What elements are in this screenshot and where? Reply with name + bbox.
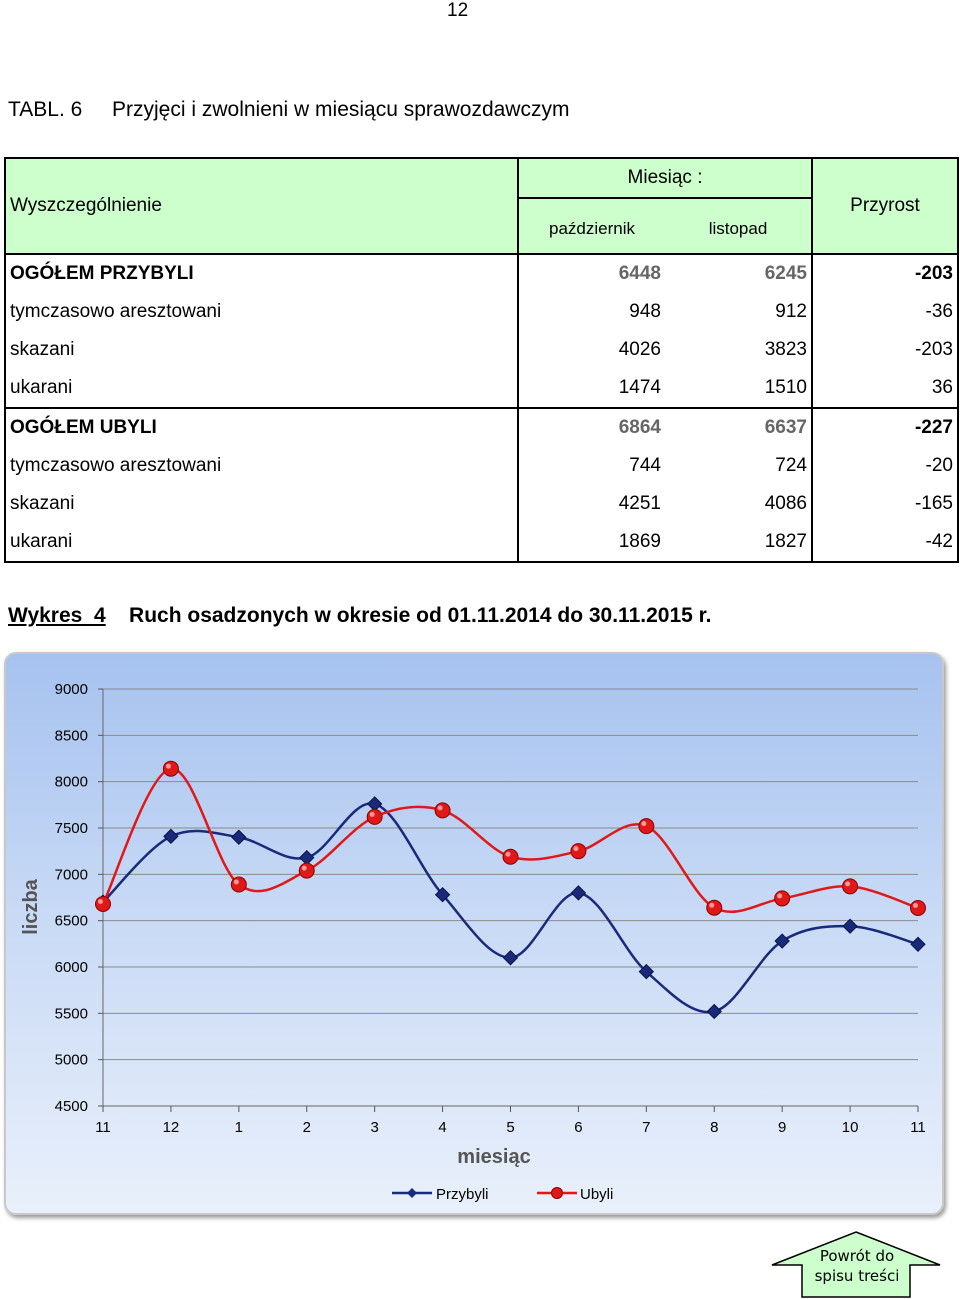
data-point-ubyli bbox=[231, 877, 246, 892]
row-month2: 1510 bbox=[665, 370, 812, 409]
data-point-ubyli bbox=[163, 761, 178, 776]
y-tick-label: 8500 bbox=[54, 727, 88, 745]
row-label: ukarani bbox=[5, 370, 518, 409]
x-tick-label: 1 bbox=[234, 1119, 244, 1136]
x-tick-label: 7 bbox=[642, 1119, 651, 1136]
legend-marker-przybyli bbox=[407, 1188, 417, 1198]
data-point-przybyli bbox=[911, 937, 925, 951]
row-growth: -42 bbox=[812, 524, 958, 563]
x-tick-label: 5 bbox=[506, 1119, 515, 1136]
row-month2: 4086 bbox=[665, 485, 812, 524]
data-point-ubyli bbox=[775, 891, 790, 906]
row-month2: 6637 bbox=[665, 408, 812, 447]
y-tick-label: 7000 bbox=[54, 866, 88, 884]
data-point-ubyli bbox=[367, 809, 382, 824]
y-tick-label: 5000 bbox=[54, 1051, 88, 1069]
row-growth: -203 bbox=[812, 254, 958, 293]
x-tick-label: 2 bbox=[302, 1119, 311, 1136]
y-tick-label: 6500 bbox=[54, 912, 88, 930]
data-point-highlight bbox=[573, 846, 578, 851]
row-growth: -227 bbox=[812, 408, 958, 447]
data-point-przybyli bbox=[368, 797, 382, 811]
x-tick-label: 6 bbox=[574, 1119, 583, 1136]
row-growth: -203 bbox=[812, 331, 958, 370]
data-point-ubyli bbox=[639, 819, 654, 834]
back-to-toc-label[interactable] bbox=[787, 1246, 927, 1286]
row-label: OGÓŁEM PRZYBYLI bbox=[5, 254, 518, 293]
legend-label-ubyli: Ubyli bbox=[580, 1186, 614, 1203]
data-point-przybyli bbox=[571, 886, 585, 900]
header-przyrost: Przyrost bbox=[812, 158, 958, 254]
data-point-highlight bbox=[641, 821, 646, 826]
data-point-przybyli bbox=[232, 830, 246, 844]
data-point-ubyli bbox=[843, 879, 858, 894]
data-point-highlight bbox=[166, 764, 171, 769]
row-growth: 36 bbox=[812, 370, 958, 409]
data-point-ubyli bbox=[571, 844, 586, 859]
x-tick-label: 4 bbox=[438, 1119, 447, 1136]
row-growth: -36 bbox=[812, 293, 958, 332]
data-point-przybyli bbox=[707, 1004, 721, 1018]
header-wyszczegolnienie: Wyszczególnienie bbox=[5, 158, 518, 254]
header-month1: październik bbox=[518, 198, 665, 254]
x-axis-title: miesiąc bbox=[457, 1146, 531, 1168]
data-point-ubyli bbox=[299, 863, 314, 878]
legend-label-przybyli: Przybyli bbox=[436, 1186, 489, 1203]
data-point-ubyli bbox=[96, 896, 111, 911]
row-month2: 912 bbox=[665, 293, 812, 332]
table-label: TABL. 6 bbox=[8, 98, 83, 121]
row-growth: -165 bbox=[812, 485, 958, 524]
page-number: 12 bbox=[447, 0, 469, 21]
y-tick-label: 5500 bbox=[54, 1005, 88, 1023]
x-tick-label: 8 bbox=[710, 1119, 719, 1136]
x-tick-label: 3 bbox=[370, 1119, 379, 1136]
legend-marker-ubyli bbox=[552, 1188, 563, 1199]
x-tick-label: 9 bbox=[777, 1119, 787, 1136]
table-title-text: Przyjęci i zwolnieni w miesiącu sprawozdawczym bbox=[112, 98, 570, 121]
series-line-ubyli bbox=[103, 769, 918, 912]
row-month1: 6864 bbox=[518, 408, 665, 447]
data-point-przybyli bbox=[843, 919, 857, 933]
header-month-group: Miesiąc : bbox=[518, 158, 812, 198]
data-point-przybyli bbox=[300, 851, 314, 865]
row-month2: 1827 bbox=[665, 524, 812, 563]
row-month1: 4026 bbox=[618, 339, 661, 361]
data-point-highlight bbox=[370, 812, 375, 817]
x-tick-label: 11 bbox=[910, 1119, 926, 1136]
row-month1: 6448 bbox=[518, 254, 665, 293]
y-tick-label: 9000 bbox=[54, 681, 88, 698]
row-month1: 4251 bbox=[618, 493, 661, 515]
y-tick-label: 4500 bbox=[54, 1098, 88, 1115]
data-point-highlight bbox=[845, 881, 850, 886]
row-label: OGÓŁEM UBYLI bbox=[5, 408, 518, 447]
chart-title-text: Ruch osadzonych w okresie od 01.11.2014 do 30.11.2015 r. bbox=[129, 604, 712, 627]
data-point-highlight bbox=[777, 893, 782, 898]
row-label: skazani bbox=[5, 331, 518, 370]
series-line-przybyli bbox=[103, 803, 918, 1012]
data-point-ubyli bbox=[911, 900, 926, 915]
data-point-highlight bbox=[234, 880, 239, 885]
data-point-highlight bbox=[506, 852, 511, 857]
y-tick-label: 8000 bbox=[54, 773, 88, 791]
y-axis-title: liczba bbox=[20, 879, 42, 935]
data-point-highlight bbox=[438, 805, 443, 810]
data-point-przybyli bbox=[164, 829, 178, 843]
x-tick-label: 10 bbox=[841, 1119, 859, 1136]
x-tick-label: 12 bbox=[162, 1119, 180, 1136]
data-point-highlight bbox=[709, 903, 714, 908]
row-growth: -20 bbox=[812, 447, 958, 486]
nav-line1: Powrót do bbox=[819, 1247, 895, 1265]
header-month2: listopad bbox=[665, 198, 812, 254]
y-tick-label: 7500 bbox=[54, 820, 88, 837]
data-point-highlight bbox=[302, 866, 307, 871]
x-tick-label: 11 bbox=[95, 1119, 111, 1136]
row-month2: 724 bbox=[665, 447, 812, 486]
data-point-ubyli bbox=[435, 803, 450, 818]
row-label: tymczasowo aresztowani bbox=[5, 447, 518, 486]
row-month1: 1869 bbox=[518, 524, 665, 563]
row-month1: 948 bbox=[629, 300, 661, 322]
y-tick-label: 6000 bbox=[54, 959, 88, 976]
row-month1: 1474 bbox=[618, 377, 661, 399]
data-point-ubyli bbox=[707, 900, 722, 915]
data-point-highlight bbox=[98, 899, 103, 904]
row-label: skazani bbox=[5, 485, 518, 524]
data-point-ubyli bbox=[503, 849, 518, 864]
row-label: tymczasowo aresztowani bbox=[5, 293, 518, 332]
row-month2: 6245 bbox=[665, 254, 812, 293]
row-label: ukarani bbox=[5, 524, 518, 563]
data-point-highlight bbox=[913, 903, 918, 908]
row-month2: 3823 bbox=[665, 331, 812, 370]
chart-label: Wykres 4 bbox=[8, 604, 106, 627]
row-month1: 744 bbox=[629, 454, 661, 476]
nav-line2: spisu treści bbox=[814, 1267, 900, 1285]
data-point-przybyli bbox=[504, 951, 518, 965]
